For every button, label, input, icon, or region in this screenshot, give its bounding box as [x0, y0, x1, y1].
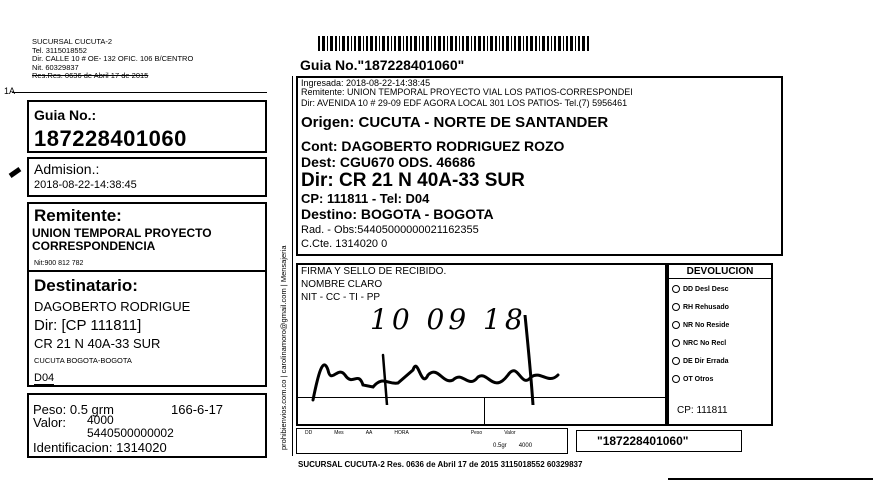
sucursal-tel: Tel. 3115018552: [32, 45, 87, 55]
radio-circle-icon: [672, 339, 680, 347]
option-label: OT Otros: [683, 375, 714, 383]
firma-divider: [298, 397, 665, 398]
side-mark: 1A: [4, 86, 16, 96]
sucursal-info: [32, 38, 267, 81]
admision-date: 2018-08-22-14:38:45: [34, 179, 137, 191]
option-label: DE Dir Errada: [683, 357, 729, 365]
footer-hora: HORA: [394, 430, 409, 436]
cont: Cont: DAGOBERTO RODRIGUEZ ROZO: [301, 138, 565, 154]
footer-peso-value: 0.5gr: [493, 443, 507, 449]
devolucion-option-rh[interactable]: [672, 298, 729, 316]
footer-valor-value: 4000: [518, 443, 533, 449]
devolucion-option-de[interactable]: [672, 352, 729, 370]
bottom-line: SUCURSAL CUCUTA-2 Res. 0636 de Abril 17 de 2015 3115018552 60329837: [298, 460, 583, 469]
remitente-line: Remitente: UNION TEMPORAL PROYECTO VIAL LOS PATIOS-CORRESPONDEI: [301, 87, 633, 97]
footer-valor: Valor: [504, 430, 516, 436]
devolucion-option-nrc[interactable]: [672, 334, 729, 352]
bottom-rule: [668, 478, 873, 480]
cte: C.Cte. 1314020 0: [301, 238, 388, 250]
destinatario-name: DAGOBERTO RODRIGUE: [34, 299, 191, 314]
origen: Origen: CUCUTA - NORTE DE SANTANDER: [301, 114, 609, 131]
devolucion-option-ot[interactable]: [672, 370, 729, 388]
peso: Peso: 0.5 grm: [33, 402, 114, 417]
dest: Dest: CGU670 ODS. 46686: [301, 154, 476, 170]
destinatario-city: CUCUTA BOGOTA-BOGOTA: [34, 356, 132, 365]
pen-mark: [9, 167, 22, 178]
cp-tel: CP: 111811 - Tel: D04: [301, 191, 430, 206]
destinatario-dir: Dir: [CP 111811]: [34, 317, 142, 334]
rad: Rad. - Obs:5440500000002116​2355: [301, 224, 479, 236]
remitente-nit: Nit:900 812 782: [34, 260, 84, 267]
handwritten-date: 10 09 18: [370, 303, 527, 336]
footer-mes: Mes: [334, 430, 344, 436]
destinatario-code: D04: [34, 372, 55, 384]
peso-box: [27, 393, 267, 458]
info-box: [296, 76, 783, 256]
sucursal-res: Res.Res. 0636 de Abril 17 de 2015: [32, 71, 149, 80]
devolucion-list: [672, 280, 729, 388]
destinatario-addr: CR 21 N 40A-33 SUR: [34, 336, 161, 351]
radio-circle-icon: [672, 375, 680, 383]
guia-number: 187228401060: [34, 126, 187, 151]
firma-title: FIRMA Y SELLO DE RECIBIDO.: [301, 266, 447, 277]
valor-code: 5440500000002: [87, 426, 174, 440]
devolucion-box: [667, 263, 773, 426]
sucursal-nit: Nit. 60329837: [32, 62, 79, 72]
nit-cc: NIT - CC - TI - PP: [301, 292, 381, 303]
footer-peso: Peso: [470, 430, 483, 436]
top-barcode: [318, 36, 589, 51]
firma-box: [296, 263, 667, 426]
guia-box: [27, 100, 267, 153]
vertical-text: prohibienvios.com.co | carolinamoro@gmail.com | Mensajeria: [279, 245, 288, 450]
devolucion-option-dd[interactable]: [672, 280, 729, 298]
valor: 4000: [87, 413, 114, 427]
option-label: DD Desl Desc: [683, 285, 729, 293]
ingresada: Ingresada: 2018-08-22-14:38:45: [301, 78, 431, 88]
radio-circle-icon: [672, 285, 680, 293]
option-label: RH Rehusado: [683, 303, 729, 311]
admision-box: [27, 157, 267, 197]
footer-values: [493, 443, 532, 449]
devolucion-title: DEVOLUCION: [669, 266, 771, 279]
guia-header: Guia No."187228401060": [300, 57, 465, 73]
remitente-box: [27, 202, 267, 270]
signature: [303, 315, 593, 405]
dir-line: Dir: AVENIDA 10 # 29-09 EDF AGORA LOCAL 301 LOS PATIOS- Tel.(7) 5956461: [301, 98, 628, 108]
footer-dd: DD: [305, 430, 313, 436]
side-rule: [12, 92, 267, 93]
option-label: NRC No Recl: [683, 339, 727, 347]
radio-circle-icon: [672, 357, 680, 365]
barcode-text-box: [576, 430, 742, 452]
option-label: NR No Reside: [683, 321, 730, 329]
identificacion: Identificacion: 1314020: [33, 440, 167, 455]
footer-aa: AA: [365, 430, 373, 436]
peso-code: 166-6-17: [171, 402, 224, 417]
admision-label: Admision.:: [34, 161, 100, 177]
firma-divider-v: [484, 397, 485, 424]
destinatario-label: Destinatario:: [34, 276, 138, 295]
sucursal-dir: Dir. CALLE 10 # OE- 132 OFIC. 106 B/CENTRO: [32, 54, 194, 63]
valor-label: Valor:: [33, 415, 66, 430]
sucursal-name: SUCURSAL CUCUTA-2: [32, 37, 113, 46]
destino: Destino: BOGOTA - BOGOTA: [301, 206, 494, 222]
footer-row: [296, 428, 568, 454]
dir-big: Dir: CR 21 N 40A-33 SUR: [301, 170, 525, 191]
destinatario-box: [27, 270, 267, 387]
remitente-label: Remitente:: [34, 206, 122, 225]
footer-headers: [305, 430, 516, 436]
barcode-text: "187228401060": [597, 434, 689, 448]
nombre-claro: NOMBRE CLARO: [301, 279, 383, 290]
vertical-rule: [292, 76, 293, 456]
radio-circle-icon: [672, 303, 680, 311]
radio-circle-icon: [672, 321, 680, 329]
cp-bottom: CP: 111811: [677, 405, 728, 416]
remitente-name: UNION TEMPORAL PROYECTO CORRESPONDENCIA: [32, 226, 212, 253]
guia-label: Guia No.:: [34, 107, 97, 123]
devolucion-option-nr[interactable]: [672, 316, 729, 334]
